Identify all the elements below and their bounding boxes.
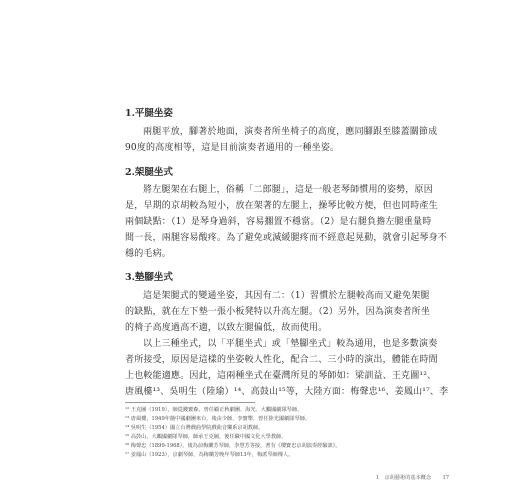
footnote: ¹⁷ 姜鳳山（1923），京劇琴師，為梅蘭芳晚年琴師13年，梅派琴師傳人。 <box>125 452 294 458</box>
paragraph-line: 是，早期的京胡較為短小，放在架著的左腿上，操琴比較方便，但也同時產生 <box>125 201 438 211</box>
paragraph-line: 上也較能適應。因此，這兩種坐式在臺灣所見的琴師如：梁訓益、王克圖¹²、 <box>125 371 437 381</box>
page-footer <box>376 474 449 481</box>
running-footer-label: 1 京胡藝術的基本概念 <box>376 475 432 481</box>
footnote-separator <box>125 402 255 403</box>
footnote: ¹³ 唐風樓，1949年隨中國劇團來台，後由少師、李寶擊，曾任陸光國劇隊琴師。 <box>125 416 311 422</box>
paragraph-line: 以上三種坐式，以「平腿坐式」或「墊腳坐式」較為通用，也是多數演奏 <box>143 339 438 349</box>
footnote: ¹⁶ 梅聲忠（1899-1968），後為前梅蘭芳琴師，李慧芳等接，著有《樓寶忠京胡演奏經驗談》。 <box>125 443 341 449</box>
section-heading-3: 3.墊腳坐式 <box>125 272 173 283</box>
page-number: 17 <box>442 475 450 481</box>
paragraph-line: 的椅子高度過高不適，以致左腿偏低，故而使用。 <box>125 323 328 333</box>
paragraph-line: 唐風樓¹³、吳明生（陸瑜）¹⁴、高鼓山¹⁵等，大陸方面：梅聲忠¹⁶、姜鳳山¹⁷、李 <box>125 387 449 397</box>
section-heading-1: 1.平腿坐姿 <box>125 108 173 119</box>
paragraph-line: 兩腿平放，腳著於地面，演奏者所坐椅子的高度，應同腳跟至膝蓋關節成 <box>143 127 438 137</box>
section-heading-2: 2.架腿坐式 <box>125 167 173 178</box>
paragraph-line: 的缺點，就在左下墊一張小板凳特以升高左腿。（2）另外，因為演奏者所坐 <box>125 307 431 317</box>
paragraph-line: 這是架腿式的變通坐姿，其因有二：（1）習慣於左腿較高而又避免架腿 <box>143 291 430 301</box>
paragraph-line: 兩個缺點：（1）是琴身過斜，容易擱置不穩當。（2）是右腿負擔左腿重量時 <box>125 217 432 227</box>
paragraph-line: 90度的高度相等，這是目前演奏者通用的一種坐姿。 <box>125 143 340 153</box>
footnote: ¹⁴ 吳明生（1954）國立台灣戲曲學院戲曲音樂系京胡教師。 <box>125 425 264 431</box>
paragraph-line: 間一長，兩腿容易酸疼。為了避免或減緩腿疼而不經意起晃動，就會引起琴身不 <box>125 233 448 243</box>
footnote: ¹⁵ 高鼓山，大鵬國劇隊琴師，師承王克圖，後任職中國文化大學教師。 <box>125 434 287 440</box>
footnote: ¹² 王克圖（1919），師從錢寶森，曾任顧正秋劇團、海光、大鵬國劇隊琴師。 <box>125 407 303 413</box>
paragraph-line: 穩的毛病。 <box>125 249 172 259</box>
paragraph-line: 將左腿架在右腿上，俗稱「二郎腿」，這是一般老琴師慣用的姿勢，原因 <box>143 185 433 195</box>
paragraph-line: 者所接受，原因是這樣的坐姿較人性化，配合二、三小時的演出，體能在時間 <box>125 355 438 365</box>
